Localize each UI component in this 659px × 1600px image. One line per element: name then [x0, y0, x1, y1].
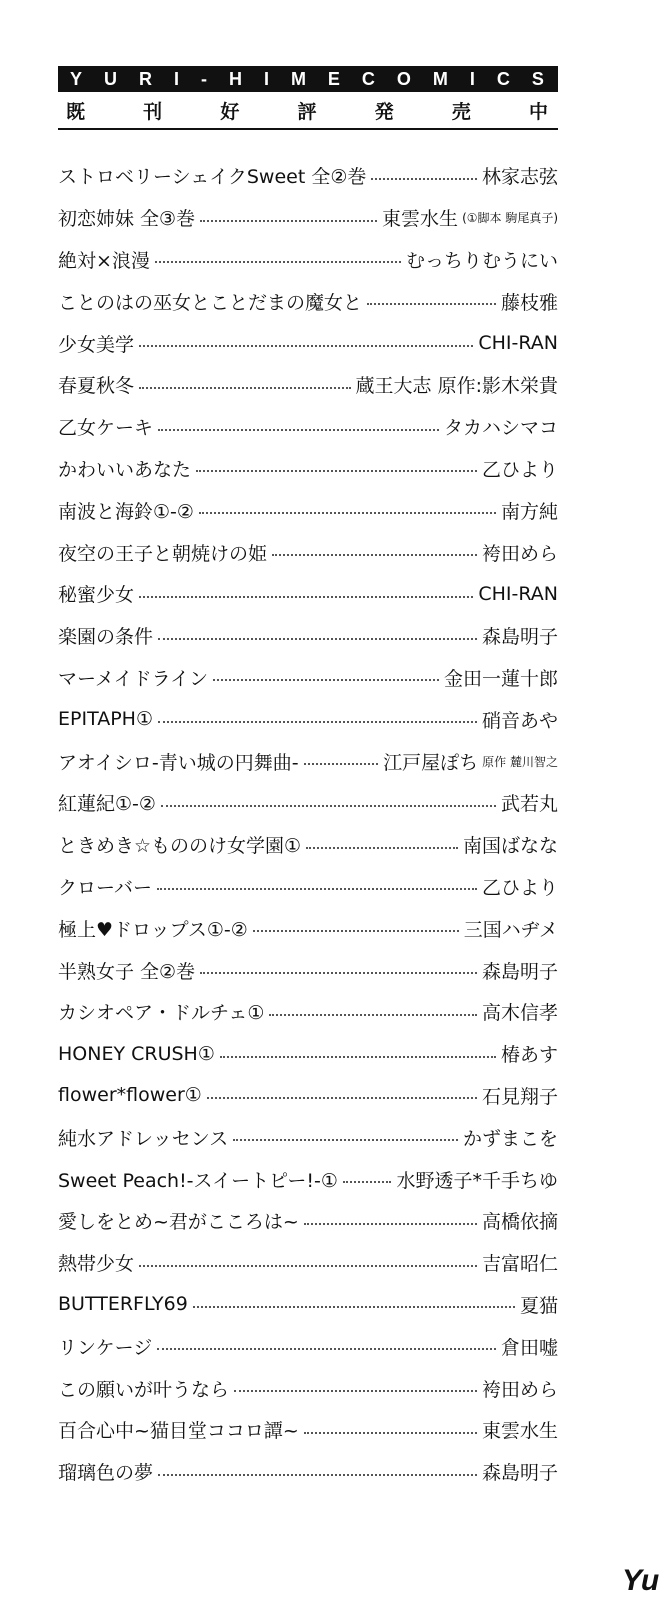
dot-leader: [304, 1432, 477, 1434]
book-entry: [58, 448, 558, 490]
dot-leader: [155, 261, 401, 263]
book-title: かわいいあなた: [58, 458, 192, 481]
book-entry: [58, 280, 558, 322]
author-note: (①脚本 駒尾真子): [462, 211, 558, 226]
book-entry: [58, 782, 558, 824]
book-author: かずまこを: [462, 1127, 558, 1150]
dot-leader: [139, 345, 473, 347]
book-entry: [58, 991, 558, 1033]
dot-leader: [157, 888, 477, 890]
dot-leader: [158, 429, 439, 431]
header-letter: M: [432, 68, 448, 89]
dot-leader: [158, 721, 477, 723]
subtitle-char: 既: [66, 101, 86, 123]
dot-leader: [139, 387, 351, 389]
dot-leader: [213, 679, 439, 681]
series-header-bar: [58, 66, 558, 92]
book-author: 袴田めら: [481, 1378, 558, 1401]
book-title: 夜空の王子と朝焼けの姫: [58, 542, 268, 565]
dot-leader: [343, 1181, 392, 1183]
book-author: 金田一蓮十郎: [443, 667, 558, 690]
dot-leader: [253, 930, 459, 932]
book-entry: [58, 1075, 558, 1117]
dot-leader: [234, 1390, 477, 1392]
dot-leader: [200, 972, 477, 974]
book-author: 南国ばなな: [462, 835, 558, 858]
book-entry: [58, 1409, 558, 1451]
book-author: CHI-RAN: [478, 582, 558, 605]
book-title: 百合心中~猫目堂ココロ譚~: [58, 1420, 299, 1443]
book-entry: [58, 531, 558, 573]
book-title: ときめき☆もののけ女学園①: [58, 835, 302, 858]
book-title: 極上♥ドロップス①-②: [58, 918, 248, 941]
book-title: 秘蜜少女: [58, 584, 135, 607]
book-author: 硝音あや: [481, 709, 558, 732]
dot-leader: [157, 1348, 496, 1350]
book-entry: [58, 1284, 558, 1326]
book-title: 熱帯少女: [58, 1253, 135, 1276]
header-letter: R: [138, 68, 152, 89]
book-author: 椿あす: [500, 1044, 558, 1067]
book-entry: [58, 1451, 558, 1493]
book-title: BUTTERFLY69: [58, 1293, 188, 1316]
header-letter: I: [469, 68, 475, 89]
dot-leader: [200, 220, 377, 222]
book-entry: [58, 573, 558, 615]
subtitle-char: 評: [297, 101, 317, 123]
header-letter: C: [361, 68, 375, 89]
header-letter: H: [228, 68, 242, 89]
book-title: 瑠璃色の夢: [58, 1462, 154, 1485]
book-author: むっちりむうにい: [405, 249, 558, 272]
dot-leader: [371, 178, 477, 180]
book-entry: [58, 489, 558, 531]
header-divider: [58, 128, 558, 130]
book-title: 南波と海鈴①-②: [58, 500, 194, 523]
book-entry: [58, 197, 558, 239]
book-author: 乙ひより: [481, 458, 558, 481]
book-author: 三国ハヂメ: [463, 918, 558, 941]
book-title: ストロベリーシェイクSweet 全②巻: [58, 166, 367, 189]
book-entry: [58, 698, 558, 740]
book-entry: [58, 1033, 558, 1075]
book-entry: [58, 657, 558, 699]
header-letter: C: [496, 68, 510, 89]
book-author: CHI-RAN: [478, 332, 558, 355]
book-author: 高橋依摘: [481, 1211, 558, 1234]
book-entry: [58, 866, 558, 908]
book-entry: [58, 1158, 558, 1200]
book-title: リンケージ: [58, 1336, 153, 1359]
book-entry: [58, 364, 558, 406]
book-title: 初恋姉妹 全③巻: [58, 208, 196, 231]
book-title: カシオペア・ドルチェ①: [58, 1002, 265, 1025]
header-letter: E: [327, 68, 340, 89]
header-letter: I: [173, 68, 179, 89]
dot-leader: [161, 805, 496, 807]
dot-leader: [272, 554, 477, 556]
book-author: 石見翔子: [481, 1085, 558, 1108]
dot-leader: [220, 1056, 496, 1058]
header-letter: U: [104, 68, 117, 89]
subtitle-char: 好: [220, 101, 240, 123]
dot-leader: [304, 1223, 477, 1225]
book-author: 東雲水生: [481, 1420, 558, 1443]
header-letter: I: [263, 68, 269, 89]
book-author: 水野透子*千手ちゆ: [396, 1169, 558, 1192]
dot-leader: [367, 303, 496, 305]
dot-leader: [158, 1474, 477, 1476]
book-title: 乙女ケーキ: [58, 417, 154, 440]
dot-leader: [233, 1139, 458, 1141]
subtitle-char: 中: [528, 101, 548, 123]
book-entry: [58, 740, 558, 782]
book-entry: [58, 1116, 558, 1158]
header-letter: Y: [70, 68, 83, 89]
book-entry: [58, 155, 558, 197]
book-entry: [58, 1325, 558, 1367]
book-title: Sweet Peach!-スイートピー!-①: [58, 1169, 338, 1192]
book-list: [58, 155, 558, 1493]
book-entry: [58, 406, 558, 448]
book-entry: [58, 239, 558, 281]
book-entry: [58, 615, 558, 657]
dot-leader: [269, 1014, 477, 1016]
book-author: 乙ひより: [481, 876, 558, 899]
book-author: 森島明子: [481, 1462, 558, 1485]
book-author: 倉田嘘: [500, 1336, 558, 1359]
book-author: 森島明子: [481, 960, 558, 983]
corner-logo-fragment: Yu: [622, 1564, 659, 1597]
book-author: 東雲水生: [382, 208, 459, 231]
book-entry: [58, 322, 558, 364]
book-author: 林家志弦: [481, 166, 558, 189]
book-author: 藤枝雅: [500, 291, 558, 314]
header-letter: O: [396, 68, 411, 89]
book-title: 半熟女子 全②巻: [58, 960, 196, 983]
book-entry: [58, 949, 558, 991]
dot-leader: [158, 638, 477, 640]
book-title: マーメイドライン: [58, 667, 209, 690]
book-author: タカハシマコ: [443, 417, 558, 440]
dot-leader: [196, 470, 477, 472]
subtitle-char: 売: [451, 101, 471, 123]
book-title: 春夏秋冬: [58, 375, 135, 398]
book-author: 武若丸: [500, 793, 558, 816]
book-entry: [58, 1200, 558, 1242]
book-title: 楽園の条件: [58, 626, 154, 649]
book-author: 森島明子: [481, 626, 558, 649]
book-author: 江戸屋ぽち: [383, 751, 479, 774]
book-title: 絶対×浪漫: [58, 249, 150, 272]
book-title: HONEY CRUSH①: [58, 1042, 215, 1065]
book-entry: [58, 907, 558, 949]
dot-leader: [139, 1265, 477, 1267]
book-title: この願いが叶うなら: [58, 1378, 230, 1401]
book-title: 紅蓮紀①-②: [58, 793, 156, 816]
book-author: 蔵王大志 原作:影木栄貴: [355, 375, 558, 398]
book-author: 吉富昭仁: [481, 1253, 558, 1276]
book-title: EPITAPH①: [58, 708, 153, 731]
book-title: flower*flower①: [58, 1084, 202, 1107]
book-author: 袴田めら: [481, 542, 558, 565]
book-title: アオイシロ-青い城の円舞曲-: [58, 751, 299, 774]
subtitle: [58, 97, 558, 125]
book-title: 愛しをとめ~君がこころは~: [58, 1211, 299, 1234]
book-author: 夏猫: [519, 1294, 558, 1317]
header-letter: -: [200, 68, 207, 89]
dot-leader: [304, 763, 379, 765]
book-title: 少女美学: [58, 333, 135, 356]
dot-leader: [207, 1097, 477, 1099]
author-note: 原作 麓川智之: [482, 754, 558, 769]
book-title: ことのはの巫女とことだまの魔女と: [58, 291, 363, 314]
header-letter: M: [290, 68, 306, 89]
dot-leader: [139, 596, 473, 598]
subtitle-char: 刊: [143, 101, 163, 123]
dot-leader: [199, 512, 496, 514]
book-entry: [58, 824, 558, 866]
dot-leader: [306, 847, 458, 849]
book-entry: [58, 1367, 558, 1409]
header-letter: S: [531, 68, 544, 89]
book-title: 純水アドレッセンス: [58, 1127, 229, 1150]
book-author: 南方純: [500, 500, 558, 523]
book-entry: [58, 1242, 558, 1284]
book-title: クローバー: [58, 876, 153, 899]
book-author: 高木信孝: [481, 1002, 558, 1025]
dot-leader: [193, 1306, 515, 1308]
subtitle-char: 発: [374, 101, 394, 123]
